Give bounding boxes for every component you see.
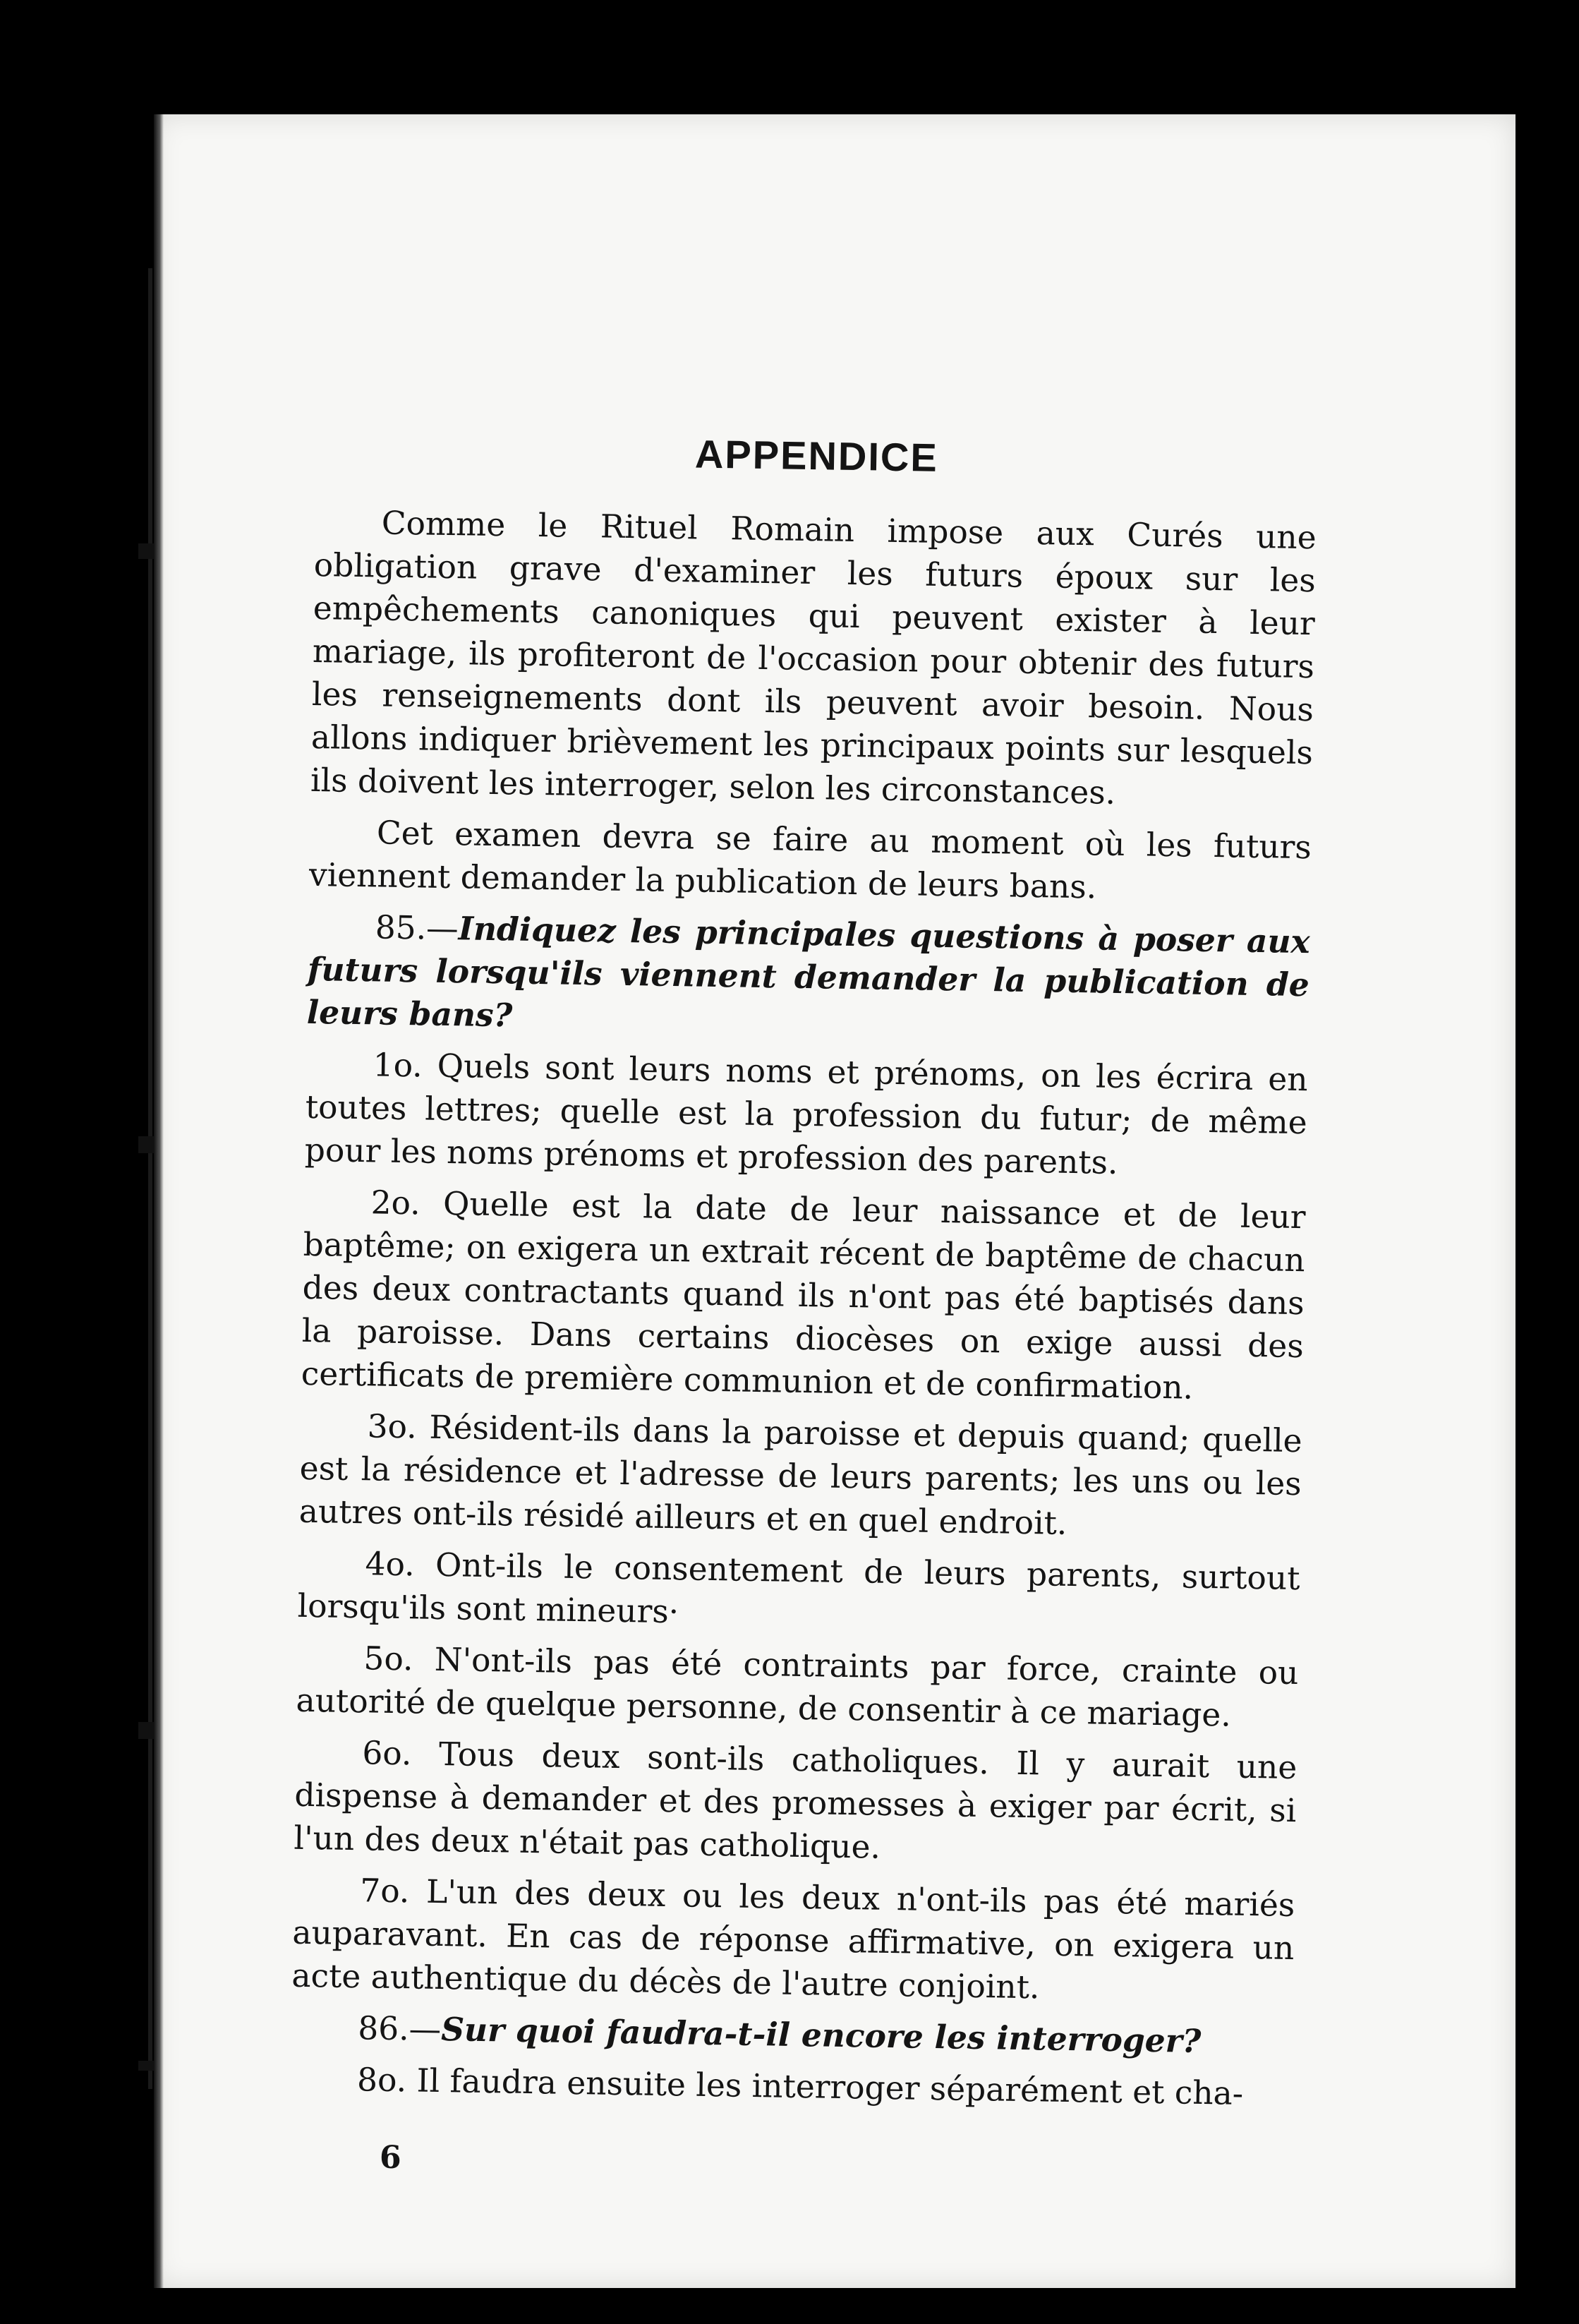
- page-content: [290, 425, 1318, 2124]
- question-number: 85.—: [375, 908, 459, 948]
- page-heading: APPENDICE: [694, 431, 939, 480]
- paragraph-examen: Cet examen devra se faire au moment où les futurs viennent demander la publication de leurs bans.: [308, 814, 1312, 906]
- question-85: [306, 905, 1310, 1049]
- answer-item-7: 7o. L'un des deux ou les deux n'ont-ils pas été mariés auparavant. En cas de réponse affirmative, on exigera un acte authentique du décès de l'autre conjoint.: [291, 1872, 1295, 2006]
- answer-item-3: 3o. Résident-ils dans la paroisse et depuis quand; quelle est la résidence et l'adresse de leurs parents; les uns ou les autres ont-ils résidé ailleurs et en quel endroit.: [298, 1407, 1302, 1542]
- question-86: [291, 2006, 1293, 2064]
- page-number: 6: [380, 2140, 401, 2176]
- question-number: 86.—: [357, 2009, 442, 2049]
- book-page: [154, 114, 1516, 2288]
- question-text: Indiquez les principales questions à poser aux futurs lorsqu'ils viennent demander la publication de leurs bans?: [306, 909, 1311, 1035]
- answer-item-8: 8o. Il faudra ensuite les interroger séparément et cha-: [356, 2061, 1244, 2112]
- answer-item-1: 1o. Quels sont leurs noms et prénoms, on les écrira en toutes lettres; quelle est la profession du futur; de même pour les noms prénoms et profession des parents.: [304, 1046, 1309, 1181]
- answer-item-6: 6o. Tous deux sont-ils catholiques. Il y aurait une dispense à demander et des promesses à exiger par écrit, si l'un des deux n'était pas catholique.: [294, 1734, 1297, 1866]
- answer-item-4: 4o. Ont-ils le consentement de leurs parents, surtout lorsqu'ils sont mineurs·: [297, 1545, 1300, 1631]
- binding-line: [148, 268, 152, 2089]
- answer-item-5: 5o. N'ont-ils pas été contraints par force, crainte ou autorité de quelque personne, de consentir à ce mariage.: [296, 1639, 1299, 1734]
- page-edge-shadow: [154, 114, 164, 2288]
- answer-item-2: 2o. Quelle est la date de leur naissance et de leur baptême; on exigera un extrait récent de baptême de chacun des deux contractants quand ils n'ont pas été baptisés dans la paroisse. Dans certains diocèses on exige aussi des certificats de première communion et de confirmation.: [301, 1184, 1306, 1407]
- question-text: Sur quoi faudra-t-il encore les interroger?: [440, 2010, 1202, 2060]
- paragraph-intro: Comme le Rituel Romain impose aux Curés une obligation grave d'examiner les futurs époux sur les empêchements canoniques qui peuvent exister à leur mariage, ils profiteront de l'occasion pour obtenir des futurs les renseignements dont ils peuvent avoir besoin. Nous allons indiquer brièvement les principaux points sur lesquels ils doivent les interroger, selon les circonstances.: [310, 504, 1317, 812]
- binding-mark: [138, 543, 155, 559]
